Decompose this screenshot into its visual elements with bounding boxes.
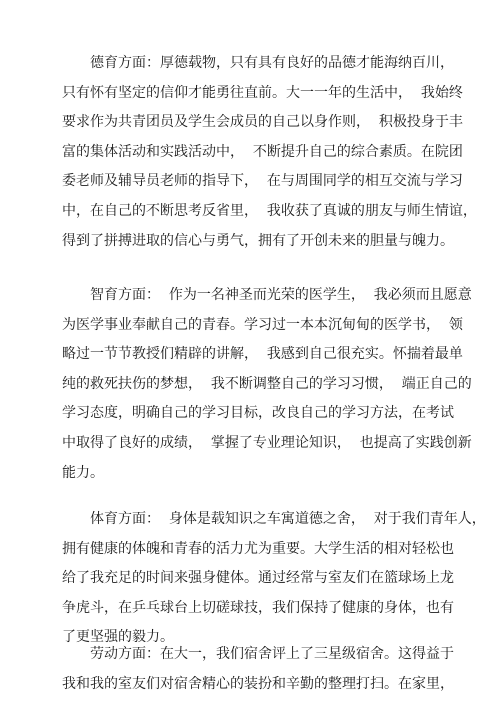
- paragraph-line: 智育方面： 作为一名神圣而光荣的医学生， 我必须而且愿意: [90, 287, 472, 303]
- paragraph-line: 争虎斗，在乒乓球台上切磋球技，我们保持了健康的身体，也有: [62, 599, 454, 616]
- paragraph-line: 得到了拼搏进取的信心与勇气，拥有了开创未来的胆量与魄力。: [62, 232, 454, 249]
- paragraph-line: 体育方面： 身体是载知识之车寓道德之舍， 对于我们青年人，: [90, 511, 486, 527]
- paragraph-line: 劳动方面：在大一，我们宿舍评上了三星级宿舍。这得益于: [90, 646, 454, 662]
- paragraph-line: 只有怀有坚定的信仰才能勇往直前。大一一年的生活中， 我始终: [62, 84, 463, 101]
- paragraph-line: 略过一节节教授们精辟的讲解， 我感到自己很充实。怀揣着最单: [62, 346, 463, 363]
- paragraph-line: 中取得了良好的成绩， 掌握了专业理论知识， 也提高了实践创新: [62, 434, 472, 451]
- paragraph-labor: [62, 640, 454, 699]
- paragraph-line: 拥有健康的体魄和青春的活力尤为重要。大学生活的相对轻松也: [62, 540, 454, 557]
- paragraph-line: 学习态度，明确自己的学习目标，改良自己的学习方法，在考试: [62, 405, 454, 422]
- paragraph-intellectual: [62, 281, 472, 488]
- paragraph-line: 富的集体活动和实践活动中， 不断提升自己的综合素质。在院团: [62, 143, 463, 160]
- paragraph-line: 我和我的室友们对宿舍精心的装扮和辛勤的整理打扫。在家里，: [62, 675, 454, 692]
- paragraph-line: 为医学事业奉献自己的青春。学习过一本本沉甸甸的医学书， 领: [62, 316, 463, 333]
- paragraph-line: 德育方面：厚德载物，只有具有良好的品德才能海纳百川，: [90, 55, 454, 71]
- paragraph-line: 要求作为共青团员及学生会成员的自己以身作则， 积极投身于丰: [62, 114, 463, 131]
- paragraph-physical: [62, 505, 486, 653]
- paragraph-line: 纯的救死扶伤的梦想， 我不断调整自己的学习习惯， 端正自己的: [62, 375, 472, 392]
- paragraph-line: 中，在自己的不断思考反省里， 我收获了真诚的朋友与师生情谊，: [62, 202, 477, 219]
- paragraph-line: 了更坚强的毅力。: [62, 629, 174, 646]
- paragraph-line: 给了我充足的时间来强身健体。通过经常与室友们在篮球场上龙: [62, 570, 454, 587]
- paragraph-moral: [62, 49, 477, 256]
- paragraph-line: 委老师及辅导员老师的指导下， 在与周围同学的相互交流与学习: [62, 173, 463, 190]
- paragraph-line: 能力。: [62, 464, 104, 481]
